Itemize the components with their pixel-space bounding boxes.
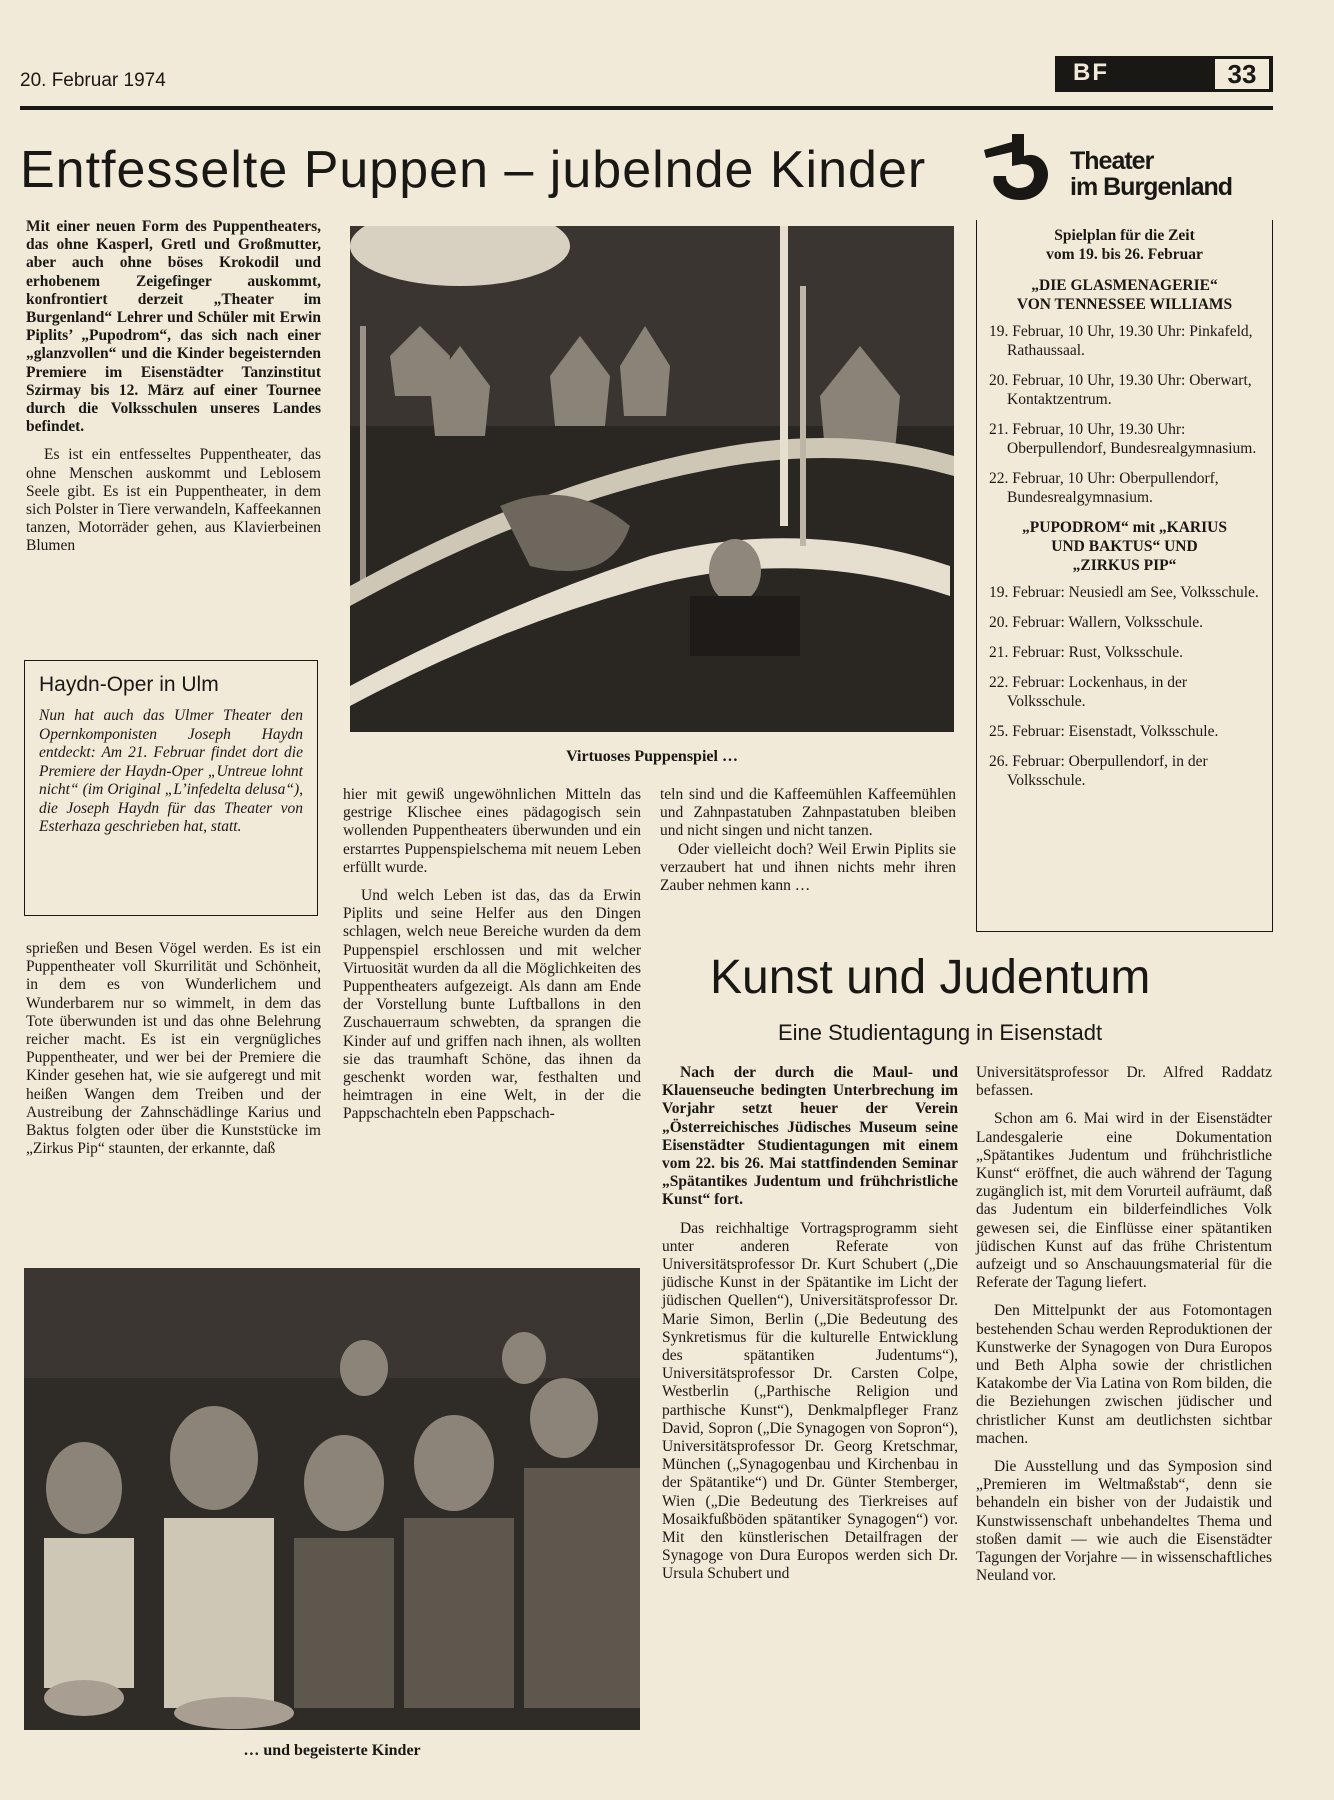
main-headline: Entfesselte Puppen – jubelnde Kinder: [20, 141, 927, 199]
show1-title-1: „DIE GLASMENAGERIE“: [1031, 277, 1218, 294]
section-banner: [1055, 56, 1273, 92]
spielplan-box: [976, 220, 1273, 932]
article-continued-column: [26, 940, 321, 1168]
article2-left-column: [662, 1064, 958, 1594]
article-paragraph-5: teln sind und die Kaffeemühlen Kaffeemühlen und Zahnpastatuben Zahnpastatuben bleiben und nicht singen und nicht tanzen.: [660, 786, 956, 840]
section-label: BF: [1073, 59, 1109, 86]
article2-paragraph-5: Die Ausstellung und das Symposion sind „Premieren im Weltmaßstab“, denn sie behandeln ein bisher von der Judaistik und Kunstwissenschaft unbehandeltes Thema und stoßen damit — wie auch die Eisenstädter Tagungen der Vorjahre — in wissenschaftliches Neuland vor.: [976, 1458, 1272, 1585]
show2-entry: 19. Februar: Neusiedl am See, Volksschule.: [989, 584, 1259, 601]
article-paragraph-6: Oder vielleicht doch? Weil Erwin Piplits sie verzaubert hat und ihnen nichts mehr ihren Zauber nehmen kann …: [660, 840, 956, 895]
header-rule: [20, 106, 1273, 110]
show2-entry: 22. Februar: Lockenhaus, in der Volksschule.: [989, 674, 1187, 710]
article-paragraph-4: Und welch Leben ist das, das da Erwin Piplits und seine Helfer aus den Dingen schlagen, welch neue Bereiche wurden da dem Puppenspiel erschlossen und mit welcher Virtuosität wurden da all die Möglichkeiten des Puppentheaters aufgezeigt. Als dann am Ende der Vorstellung bunte Luftballons in den Zuschauerraum schwebten, da sprangen die Kinder auf und griffen nach ihnen, als wollten sie das traumhaft Schöne, das ihnen da geschenkt worden war, festhalten und heimtragen in eine Welt, in der die Pappschachteln eben Pappschach-: [343, 887, 641, 1123]
article2-paragraph-1: Das reichhaltige Vortragsprogramm sieht unter anderen Referate von Universitätsprofessor Dr. Kurt Schubert („Die jüdische Kunst in der Spätantike im Licht der jüdischen Quellen“), Universitätsprofessor Dr. Marie Simon, Berlin („Die Bedeutung des Synkretismus für die kulturelle Entwicklung des spätantiken Judentums“), Universitätsprofessor Dr. Carsten Colpe, Westberlin („Parthische Religion und parthische Kunst“), Denkmalpfleger Franz David, Sopron („Die Synagogen von Sopron“), Universitätsprofessor Dr. Georg Kretschmar, München („Synagogenbau und Kirchenbau in der Spätantike“) und Dr. Günter Stemberger, Wien („Die Bedeutung des Tierkreises auf Mosaikfußböden spätantiker Synagogen“) vor. Mit den künstlerischen Detailfragen der Synagoge von Dura Europos werden sich Dr. Ursula Schubert und: [662, 1219, 958, 1583]
show1-entry: 19. Februar, 10 Uhr, 19.30 Uhr: Pinkafeld, Rathaussaal.: [989, 323, 1253, 359]
article-paragraph-3: hier mit gewiß ungewöhnlichen Mitteln das gestrige Klischee eines pädagogisch sein wollenden Puppentheaters überwunden und ein erstarrtes Puppenspielschema mit neuem Leben erfüllt wurde.: [343, 786, 641, 876]
show2-title-3: „ZIRKUS PIP“: [1072, 557, 1177, 574]
article2-right-column: [976, 1064, 1272, 1595]
show1-entry: 20. Februar, 10 Uhr, 19.30 Uhr: Oberwart, Kontaktzentrum.: [989, 372, 1252, 408]
article-paragraph-1: Es ist ein entfesseltes Puppentheater, das ohne Menschen auskommt und Leblosem Seele gibt. Es ist ein Puppentheater, in dem sich Polster in Tiere verwandeln, Kaffeekannen tanzen, Motorräder gehen, aus Klavierbeinen Blumen: [26, 446, 321, 555]
article2-paragraph-4: Den Mittelpunkt der aus Fotomontagen bestehenden Schau werden Reproduktionen der Kunstwerke der Synagogen von Dura Europos und Beth Alpha sowie der christlichen Katakombe der Via Latina von Rom bilden, die die Beziehungen zwischen jüdischer und christlicher Kunst am deutlichsten sichtbar machen.: [976, 1302, 1272, 1447]
article2-lead: Nach der durch die Maul- und Klauenseuche bedingten Unterbrechung im Vorjahr setzt heuer der Verein „Österreichisches Jüdisches Museum seine Eisenstädter Studientagungen mit einem vom 22. bis 26. Mai stattfindenden Seminar „Spätantikes Judentum und frühchristliche Kunst“ fort.: [662, 1064, 958, 1209]
puppet-show-photo: [350, 226, 954, 732]
theater-logo-icon: [982, 130, 1054, 206]
issue-date: 20. Februar 1974: [20, 70, 166, 91]
show2-entry: 21. Februar: Rust, Volksschule.: [989, 644, 1184, 661]
article2-paragraph-3: Schon am 6. Mai wird in der Eisenstädter Landesgalerie eine Dokumentation „Spätantikes Judentum und frühchristliche Kunst“ eröffnet, die auch während der Tagung zugänglich ist, mit dem Vorurteil aufräumt, daß das Judentum ein bilderfeindliches Volk gewesen sei, die Einflüsse einer spätantiken jüdischen Kunst auf das frühe Christentum aufzeigt und so Anschauungsmaterial für die Referate der Tagung liefert.: [976, 1110, 1272, 1292]
children-audience-photo: [24, 1268, 640, 1730]
show2-title-2: UND BAKTUS“ UND: [1051, 538, 1198, 555]
show2-entry: 25. Februar: Eisenstadt, Volksschule.: [989, 723, 1219, 740]
haydn-sidebar-box: [24, 660, 318, 916]
article2-paragraph-2: Universitätsprofessor Dr. Alfred Raddatz befassen.: [976, 1064, 1272, 1100]
article-paragraph-2: sprießen und Besen Vögel werden. Es ist ein Puppentheater voll Skurrilität und Schönheit, in dem es von Wunderlichem und Wunderbarem nur so wimmelt, in dem das Tote überwunden ist und das ohne Belehrung reicher macht. Es ist ein vergnügliches Puppentheater, und wer bei der Premiere die Kinder gesehen hat, wie sie aufgeregt und mit heißen Wangen dem Treiben und der Austreibung der Zahnschädlinge Karius und Baktus folgten oder über die Kunststücke im „Zirkus Pip“ staunten, der erkannte, daß: [26, 940, 321, 1158]
article2-subheadline: Eine Studientagung in Eisenstadt: [778, 1020, 1103, 1045]
photo1-caption: Virtuoses Puppenspiel …: [566, 748, 738, 765]
article2-headline: Kunst und Judentum: [710, 951, 1151, 1004]
spielplan-title-1: Spielplan für die Zeit: [1054, 227, 1195, 244]
haydn-text: Nun hat auch das Ulmer Theater den Opernkomponisten Joseph Haydn entdeckt: Am 21. Februar findet dort die Premiere der Haydn-Oper „Untreue lohnt nicht“ (im Original „L’infedelta delusa“), die Joseph Haydn für das Theater von Esterhaza geschrieben hat, statt.: [39, 707, 303, 835]
show1-title-2: VON TENNESSEE WILLIAMS: [1016, 296, 1233, 313]
logo-line-2: im Burgenland: [1070, 173, 1233, 201]
show1-entry: 21. Februar, 10 Uhr, 19.30 Uhr: Oberpullendorf, Bundesrealgymnasium.: [989, 421, 1257, 457]
logo-line-1: Theater: [1070, 147, 1154, 175]
photo2-caption: … und begeisterte Kinder: [243, 1742, 421, 1759]
show2-entry: 26. Februar: Oberpullendorf, in der Volksschule.: [989, 753, 1208, 789]
show1-entry: 22. Februar, 10 Uhr: Oberpullendorf, Bundesrealgymnasium.: [989, 470, 1219, 506]
show2-entry: 20. Februar: Wallern, Volksschule.: [989, 614, 1204, 631]
show2-title-1: „PUPODROM“ mit „KARIUS: [1022, 519, 1227, 536]
spielplan-title-2: vom 19. bis 26. Februar: [1046, 246, 1203, 263]
theater-logo-text: [1070, 148, 1232, 200]
article-intro-column: [26, 218, 321, 566]
page-number: 33: [1215, 59, 1269, 89]
article-intro: Mit einer neuen Form des Puppentheaters, das ohne Kasperl, Gretl und Großmutter, aber auch ohne böses Krokodil und erhobenem Zeigefinger auskommt, konfrontiert derzeit „Theater im Burgenland“ Lehrer und Schüler mit Erwin Piplits’ „Pupodrom“, das sich nach einer „glanzvollen“ und die Kinder begeisternden Premiere im Eisenstädter Tanzinstitut Szirmay bis 12. März auf einer Tournee durch die Volksschulen unseres Landes befindet.: [26, 218, 321, 436]
haydn-title: Haydn-Oper in Ulm: [39, 673, 219, 696]
article-middle-column: [343, 786, 641, 1134]
article-right-column: [660, 786, 956, 905]
